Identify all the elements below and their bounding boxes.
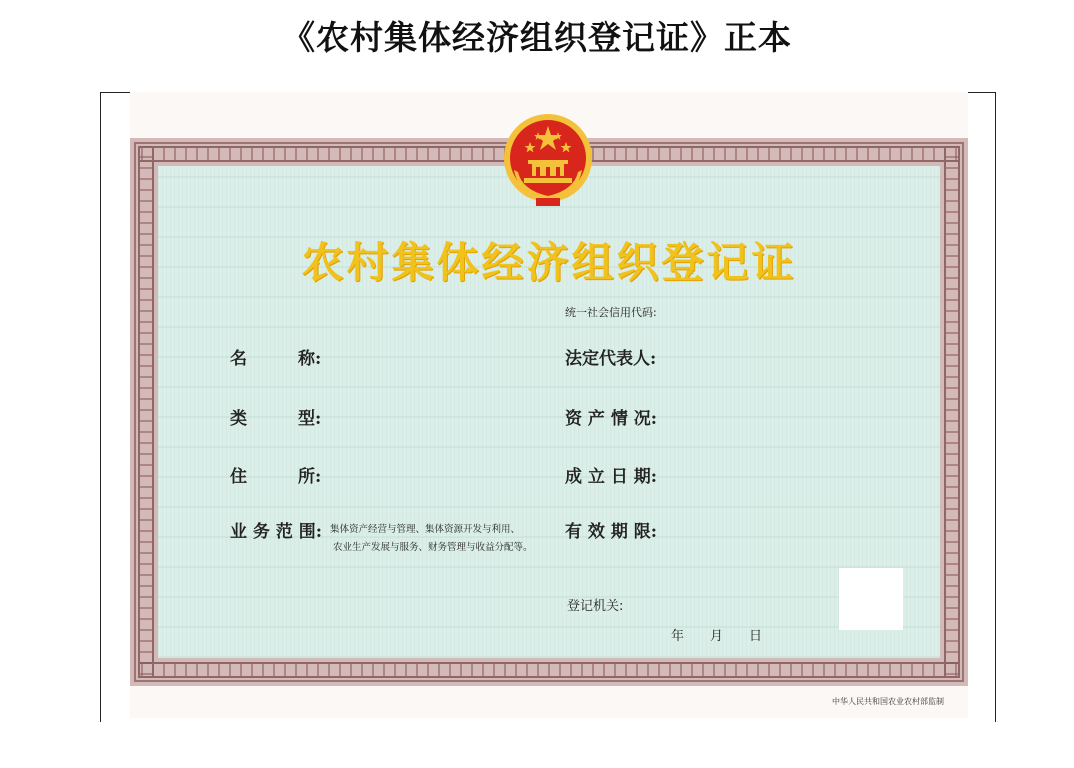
frame-line-right <box>995 92 996 722</box>
certificate-title: 农村集体经济组织登记证 <box>301 238 797 287</box>
fret-border-right <box>944 146 960 678</box>
photo-placeholder <box>839 568 903 630</box>
fret-border-left <box>138 146 154 678</box>
scope-label: 业 务 范 围: <box>230 522 323 542</box>
issue-date-label: 年 月 日 <box>671 629 763 644</box>
page-title: 《农村集体经济组织登记证》正本 <box>282 18 792 57</box>
fret-border-bottom <box>138 662 960 678</box>
established-date-label: 成 立 日 期: <box>565 467 658 487</box>
scope-line-1: 集体资产经营与管理、集体资源开发与利用、 <box>330 524 521 535</box>
footer-note: 中华人民共和国农业农村部监制 <box>832 697 944 706</box>
credit-code-label: 统一社会信用代码: <box>565 306 657 319</box>
national-emblem-icon <box>500 110 596 210</box>
scope-line-2: 农业生产发展与服务、财务管理与收益分配等。 <box>333 542 533 553</box>
legal-representative-label: 法定代表人: <box>565 349 657 369</box>
frame-line-top-right <box>968 92 996 93</box>
assets-label: 资 产 情 况: <box>565 409 658 429</box>
validity-period-label: 有 效 期 限: <box>565 522 658 542</box>
certificate <box>130 92 968 718</box>
name-label: 名 称: <box>230 349 322 369</box>
address-label: 住 所: <box>230 467 322 487</box>
type-label: 类 型: <box>230 409 322 429</box>
business-scope-text <box>330 521 533 557</box>
frame-line-left <box>100 92 101 722</box>
registration-authority-label: 登记机关: <box>567 599 624 614</box>
frame-line-top-left <box>100 92 130 93</box>
